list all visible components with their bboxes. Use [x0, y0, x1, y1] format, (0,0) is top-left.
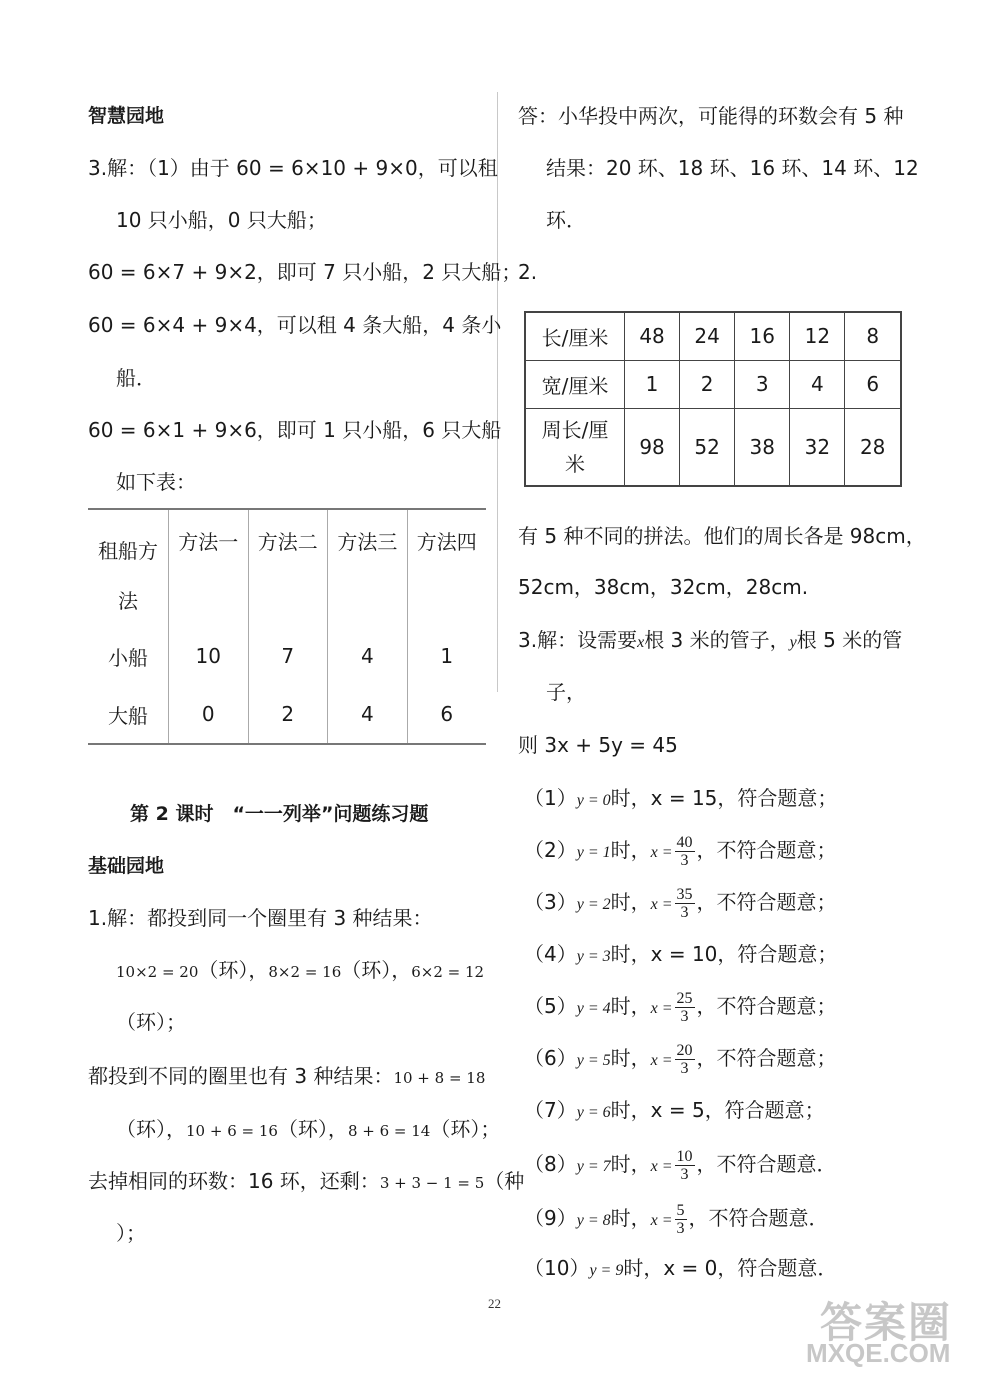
- text-line: 60 = 6×1 + 9×6，即可 1 只小船，6 只大船: [88, 418, 502, 442]
- table-cell: 48: [625, 312, 680, 360]
- text-line: （环）；: [116, 1010, 186, 1034]
- table-cell: 28: [845, 408, 901, 486]
- fraction: $\frac{25}{3}$: [676, 990, 693, 1025]
- table-row: [525, 312, 901, 360]
- table-cell: 方法一: [169, 509, 249, 627]
- text-line: 去掉相同的环数：16 环，还剩：3 + 3 − 1 = 5（种: [88, 1169, 525, 1193]
- case-line: （8）y = 7时，x = $\frac{10}{3}$ ，不符合题意．: [524, 1148, 837, 1183]
- watermark-logo: [806, 1288, 996, 1370]
- case-line: （2）y = 1时，x = $\frac{40}{3}$ ，不符合题意；: [524, 834, 837, 869]
- case-line: （9）y = 8时，x = $\frac{5}{3}$ ，不符合题意．: [524, 1202, 829, 1237]
- case-line: （10）y = 9时，x = 0，符合题意．: [524, 1256, 838, 1280]
- table-cell: 4: [790, 360, 845, 408]
- text-line: 60 = 6×4 + 9×4，可以租 4 条大船，4 条小: [88, 313, 502, 337]
- table-cell: 租船方 法: [98, 539, 158, 613]
- table-cell: 0: [169, 685, 249, 744]
- text-line: 3.解：（1）由于 60 = 6×10 + 9×0，可以租: [88, 156, 498, 180]
- table-cell: 方法四: [407, 509, 486, 627]
- text-line: 2.: [518, 260, 538, 284]
- table-cell: 2: [680, 360, 735, 408]
- page-number: 22: [488, 1296, 501, 1311]
- table-cell: 7: [248, 627, 328, 685]
- lesson-title: 第 2 课时 “一一列举”问题练习题: [130, 803, 429, 825]
- table-cell: 16: [735, 312, 790, 360]
- text-line: 60 = 6×7 + 9×2，即可 7 只小船，2 只大船；: [88, 260, 522, 284]
- table-cell: 1: [625, 360, 680, 408]
- table-cell: 方法三: [328, 509, 408, 627]
- section-heading: 智慧园地: [88, 105, 165, 127]
- table-cell: 宽/厘米: [525, 360, 625, 408]
- text-line: 10×2 = 20（环），8×2 = 16（环），6×2 = 12: [116, 958, 485, 982]
- table-cell: 方法二: [248, 509, 328, 627]
- fraction: $\frac{5}{3}$: [676, 1202, 685, 1237]
- fraction: $\frac{10}{3}$: [676, 1148, 693, 1183]
- table-row: [88, 685, 486, 744]
- table-cell: 4: [328, 627, 408, 685]
- table-cell: 小船: [108, 645, 148, 670]
- table-cell: 周长/厘 米: [525, 408, 625, 486]
- table-row: [88, 627, 486, 685]
- case-line: （6）y = 5时，x = $\frac{20}{3}$ ，不符合题意；: [524, 1042, 837, 1077]
- boat-table: [88, 508, 486, 745]
- table-cell: 32: [790, 408, 845, 486]
- text-line: 结果：20 环、18 环、16 环、14 环、12: [546, 156, 919, 180]
- table-cell: 10: [169, 627, 249, 685]
- watermark-bottom-text: MXQE.COM: [806, 1338, 951, 1368]
- fraction: $\frac{35}{3}$: [676, 886, 693, 921]
- case-line: （4）y = 3时，x = 10，符合题意；: [524, 942, 838, 966]
- section-heading: 基础园地: [88, 855, 165, 877]
- text-line: 1.解：都投到同一个圈里有 3 种结果：: [88, 906, 433, 930]
- table-cell: 6: [407, 685, 486, 744]
- table-cell: 24: [680, 312, 735, 360]
- column-divider: [497, 92, 499, 692]
- table-cell: 长/厘米: [525, 312, 625, 360]
- table-cell: 52: [680, 408, 735, 486]
- table-cell: 2: [248, 685, 328, 744]
- table-cell: 38: [735, 408, 790, 486]
- text-line: 3.解：设需要x根 3 米的管子，y根 5 米的管: [518, 628, 903, 652]
- table-cell: 8: [845, 312, 901, 360]
- table-row: [525, 408, 901, 486]
- table-cell: 12: [790, 312, 845, 360]
- table-cell: 3: [735, 360, 790, 408]
- text-line: 答：小华投中两次，可能得的环数会有 5 种: [518, 104, 904, 128]
- equation-line: 则 3x + 5y = 45: [518, 733, 678, 757]
- watermark-top-text: 答案圈: [820, 1298, 953, 1347]
- case-line: （3）y = 2时，x = $\frac{35}{3}$ ，不符合题意；: [524, 886, 837, 921]
- text-line: ）；: [116, 1221, 146, 1245]
- table-row: [88, 509, 486, 627]
- table-cell: 1: [407, 627, 486, 685]
- text-line: 有 5 种不同的拼法。他们的周长各是 98cm，: [518, 524, 926, 548]
- case-line: （1）y = 0时，x = 15，符合题意；: [524, 786, 838, 810]
- table-cell: 大船: [108, 703, 148, 728]
- case-line: （7）y = 6时，x = 5，符合题意；: [524, 1098, 825, 1122]
- text-line: （环），10 + 6 = 16（环），8 + 6 = 14（环）；: [116, 1117, 501, 1141]
- case-line: （5）y = 4时，x = $\frac{25}{3}$ ，不符合题意；: [524, 990, 837, 1025]
- text-line: 10 只小船，0 只大船；: [116, 208, 327, 232]
- fraction: $\frac{40}{3}$: [676, 834, 693, 869]
- text-line: 环．: [546, 208, 586, 232]
- text-line: 都投到不同的圈里也有 3 种结果：10 + 8 = 18: [88, 1064, 486, 1088]
- table-cell: 6: [845, 360, 901, 408]
- text-line: 如下表：: [116, 470, 196, 494]
- text-line: 子，: [546, 680, 586, 704]
- table-cell: 4: [328, 685, 408, 744]
- table-row: [525, 360, 901, 408]
- text-line: 船．: [116, 366, 156, 390]
- table-cell: 98: [625, 408, 680, 486]
- fraction: $\frac{20}{3}$: [676, 1042, 693, 1077]
- text-line: 52cm，38cm，32cm，28cm.: [518, 575, 809, 599]
- rectangle-table: [524, 311, 902, 487]
